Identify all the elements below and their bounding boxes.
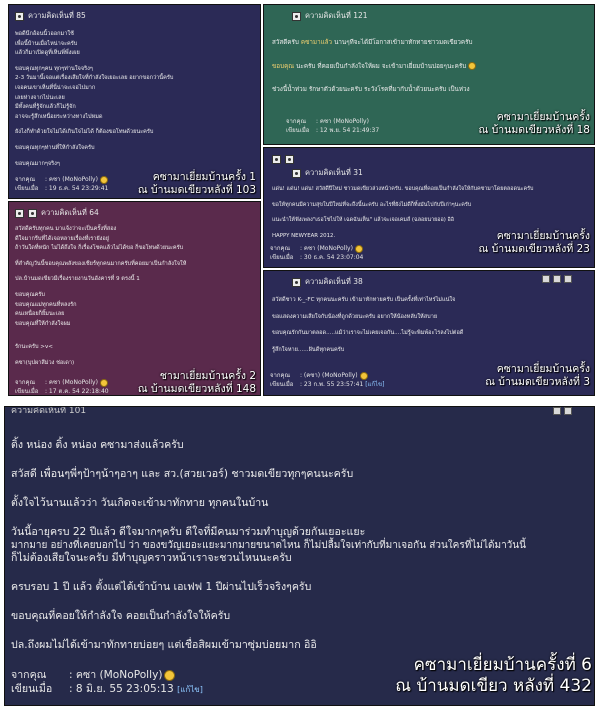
comment-author: จากคุณ : คซา (MoNoPolly)	[11, 668, 203, 682]
watermark-caption: คซามาเยี่ยมบ้านครั้ง ณ บ้านมดเขียวหลังที่ 18	[478, 111, 590, 136]
comment-line: ขอบคุณมากๆจริงๆ	[15, 160, 60, 167]
comment-line: แนะนำให้ฟังเพลง"เธอโชไปให้ เฉดฉันเห็น" แล้วจะเจอเคมส์ (ฉลอยนายออ) อิอิ	[272, 217, 455, 224]
edit-link[interactable]: [แก้ไข]	[177, 685, 203, 694]
comment-line: มากมาย อย่างที่เคยบอกไป ว่า ของขวัญเยอะแยะมากมายขนาดไหน ก็ไม่ปลื้มใจเท่ากับที่มาเจอกัน ส่วนใครที่ไม่ได้มาวันนี้	[11, 540, 526, 551]
comment-line: ขอบคุณรักกันมาตลอด.....แม้ว่าเราจะไม่เคยเจอกัน....ไม่รู้จะพิมพ์อะไรลงไปต่อดี	[272, 330, 464, 337]
comment-line: ติ้ง หน่อง ติ้ง หน่อง คซามาส่งแล้วครับ	[11, 439, 184, 451]
comment-line: เจอคนเขาเห็นที่นี่น่าจะเจอไปมาก	[15, 84, 96, 91]
heart-icon[interactable]	[553, 407, 561, 415]
chat-bubble-icon	[272, 155, 281, 164]
comment-line: คนเหนื่อยก็ยิ้มนะเลย	[15, 311, 65, 318]
comment-line: อาจจะรู้สึกเหนื่อยระหว่างทางไปหมด	[15, 113, 103, 120]
comment-panel-31	[263, 147, 595, 268]
comment-line: ดีใจมากรีบที่ได้เจอหลายเรื่องที่เรายังอยู่	[15, 235, 110, 242]
comment-author: จากคุณ : คซา (MoNoPolly)	[286, 118, 369, 125]
comment-date: เขียนเมื่อ : 17 ต.ค. 54 22:18:40	[15, 388, 109, 395]
comment-toolbar	[542, 275, 572, 283]
smiley-icon	[100, 176, 108, 184]
comment-line: 2-3 วันมานี้เจอแต่เรื่องเสียใจที่กำลังใจเยอะเลย อยากขอกว่านี้ครับ	[15, 75, 174, 82]
comment-panel-38	[263, 270, 595, 396]
comment-date: เขียนเมื่อ : 8 มิ.ย. 55 23:05:13 [แก้ไข]	[11, 683, 203, 695]
comment-line: ปล.ถึงผมไม่ได้เข้ามาทักทายบ่อยๆ แต่เชื่อสิผมเข้ามาซุ่มบ่อยมาก อิอิ	[11, 639, 317, 651]
edit-icon[interactable]	[28, 209, 37, 218]
watermark-caption: คซามาเยี่ยมบ้านครั้ง ณ บ้านมดเขียวหลังที่ 3	[485, 363, 590, 388]
comment-number: ความคิดเห็นที่ 85	[28, 11, 86, 20]
comment-number: ความคิดเห็นที่ 38	[305, 277, 363, 286]
comment-line: พอดีนึกอ้อนนิ้วออกมาใช้	[15, 31, 74, 37]
comment-line: สวัสดีครับทุกคน มาแจ้งว่าจะเป็นครั้งที่สอง	[15, 226, 117, 232]
comment-number: ความคิดเห็นที่ 31	[305, 168, 363, 177]
watermark-caption: ชามาเยี่ยมบ้านครั้ง 2 ณ บ้านมดเขียวหลังที่ 148	[137, 370, 256, 395]
edit-icon[interactable]	[564, 275, 572, 283]
comment-line: เลยห่างจากไปนะเลย	[15, 94, 65, 101]
comment-panel-64	[8, 201, 261, 396]
comment-date: เขียนเมื่อ : 23 ก.พ. 55 23:57:41 [แก้ไข]	[270, 381, 385, 388]
comment-line: ยังไงก็ทำด้วยใจไม่ได้เกินใจไม่ได้ ก็ต้องขอโทษด้วยนะครับ	[15, 129, 154, 136]
comment-line: ขอแสดงความเสียใจกับน้องที่ถูกด้วยนะครับ อยากให้น้องหลับให้สบาย	[272, 313, 438, 320]
comment-author: จากคุณ : คซา (MoNoPolly)	[15, 378, 109, 387]
comment-header	[15, 8, 254, 24]
smiley-icon	[468, 62, 476, 70]
watermark-caption: คซามาเยี่ยมบ้านครั้ง 1 ณ บ้านมดเขียวหลังที่ 103	[137, 171, 256, 196]
comment-line: ขอบคุณแม่ทุกคนที่หลงรัก	[15, 301, 77, 308]
comment-line: ขอบคุณทุกๆท่านที่ให้กำลังใจครับ	[15, 144, 95, 151]
comment-line: แด่น! แด่น! แด่น! สวัสดีปีใหม่ ชาวมดเขียวล่วงหน้าครับ. ขอบคุณที่คอยเป็นกำลังใจให้กับคซามาโดยตลอดนะครับ	[272, 186, 534, 192]
comment-line: เพื่อนี้บ้านเมื่อไหน่าจะครับ	[15, 40, 78, 47]
comment-line: รักนะครับ >v<	[15, 344, 53, 351]
comment-line: HAPPY NEWYEAR 2012.	[272, 232, 336, 239]
chat-bubble-icon	[292, 12, 301, 21]
comment-header	[272, 151, 586, 167]
comment-line: ขอบคุณที่คอยให้กำลังใจ คอยเป็นกำลังใจให้ครับ	[11, 610, 231, 622]
comment-line: รู้สึกใจหาย......ฝันดีทุกคนครับ	[272, 346, 345, 353]
comment-line: ปล.บ้านมดเขียวมีเรื่องรายงานวันอังคารที่ 9 ตรงนี้ 1	[15, 276, 140, 283]
comment-panel-121	[263, 4, 595, 145]
delete-icon[interactable]	[553, 275, 561, 283]
comment-number: ความคิดเห็นที่ 121	[305, 11, 368, 20]
comment-line: ขอบคุณ นะครับ ที่คอยเป็นกำลังใจให้ผม จะเข้ามาเยี่ยมบ้านบ่อยๆนะครับ	[272, 62, 586, 72]
comment-number-row	[272, 167, 586, 179]
comment-panel-85	[8, 4, 261, 199]
watermark-caption: คซามาเยี่ยมบ้านครั้งที่ 6 ณ บ้านมดเขียว หลังที่ 432	[395, 655, 592, 696]
edit-link[interactable]: [แก้ไข]	[365, 381, 385, 388]
comment-toolbar	[553, 407, 572, 415]
edit-icon[interactable]	[285, 155, 294, 164]
comment-line: ครบรอบ 1 ปี แล้ว ตั้งแต่ได้เข้าบ้าน เอเฟฟ 1 ปีผ่านไปเร็วจริงๆครับ	[11, 581, 312, 593]
watermark-caption: คซามาเยี่ยมบ้านครั้ง ณ บ้านมดเขียวหลังที่ 23	[478, 230, 590, 255]
comment-line: ถ้าวันใดที่หนัก ไม่ได้ถึงใจ ก็เรื่องโชคแล้วไม่ได้ขอ ก็ขอโทษด้วยนะครับ	[15, 245, 184, 252]
comment-date: เขียนเมื่อ : 19 ธ.ค. 54 23:29:41	[15, 185, 109, 192]
comment-panel-101	[4, 406, 595, 706]
comment-header	[272, 274, 586, 290]
comment-author: จากคุณ : คซา (MoNoPolly)	[15, 175, 108, 184]
comment-line: สวัสดีชาว K-_-FC ทุกคนนะครับ เข้ามาทักทายครับ เป็นครั้งที่เท่าไหร่ไม่แน่ใจ	[272, 297, 456, 303]
comment-date: เขียนเมื่อ : 30 ธ.ค. 54 23:07:04	[270, 254, 364, 261]
smiley-icon	[164, 670, 175, 681]
chat-bubble-icon	[15, 209, 24, 218]
comment-line: ตั้งใจไว้นานแล้วว่า วันเกิดจะเข้ามาทักทาย ทุกคนในบ้าน	[11, 497, 269, 509]
comment-line: คซา(บุปผาสีม่วง ช่อเดา)	[15, 359, 75, 366]
comment-line: มีทั้งคนที่รู้จักแล้วก็ไม่รู้จัก	[15, 104, 76, 111]
smiley-icon	[360, 372, 368, 380]
comment-line: ก็ไม่ต้องเสียใจนะครับ มีทำบุญคราวหน้าเราจะชวนไหนนะครับ	[11, 552, 292, 564]
comment-line: วันนี้อายุครบ 22 ปีแล้ว ดีใจมากๆครับ ดีใจที่มีคนมาร่วมทำบุญด้วยกันเยอะแยะ	[11, 526, 366, 538]
comment-line: ช่วงนี้น้ำท่วม รักษาตัวด้วยนะครับ ระวังโรคที่มากับน้ำด้วยนะครับ เป็นห่วง	[272, 86, 470, 94]
comment-line: ขอให้ทุกคนมีความสุขในปีใหม่ที่จะถึงนี้นะครับ อะไรที่ยังไม่ดีก็ทิ้งมันไปกับปีเก่าๆนะครับ	[272, 201, 472, 208]
heart-icon[interactable]	[542, 275, 550, 283]
comment-number: ความคิดเห็นที่ 101	[11, 407, 87, 416]
comment-line: ขอบคุณทุกๆคน ทุกๆท่านใจจริงๆ	[15, 65, 93, 72]
comment-header	[272, 8, 586, 24]
comment-line: แล้วก็มาเปิดดูที่เห็นพี่พึ่งเผย	[15, 50, 80, 57]
comment-line: สวัสดี เพื่อนๆพี่ๆป้าๆน้าๆอาๆ และ สว.(สวยเวอร์) ชาวมดเขียวทุกๆคนนะครับ	[11, 468, 354, 480]
comment-line: ที่สำคัญวันนี้ขอบคุณพลังของเชียร์ทุกคนมากครับที่คอยมาเป็นกำลังใจให้	[15, 260, 187, 267]
chat-bubble-icon	[292, 169, 301, 178]
comment-number: ความคิดเห็นที่ 64	[41, 208, 99, 217]
comment-date: เขียนเมื่อ : 12 พ.ย. 54 21:49:37	[286, 127, 380, 134]
chat-bubble-icon	[15, 12, 24, 21]
comment-header	[15, 205, 254, 221]
edit-icon[interactable]	[564, 407, 572, 415]
smiley-icon	[355, 245, 363, 253]
smiley-icon	[100, 379, 108, 387]
comment-line: ขอบคุณครับ	[15, 291, 45, 298]
chat-bubble-icon	[292, 278, 301, 287]
comment-line: สวัสดีครับ คซามาแล้ว นานๆทีจะได้มีโอกาสเข้ามาทักทายชาวมดเขียวครับ	[272, 39, 473, 46]
comment-header	[11, 407, 588, 417]
comment-author: จากคุณ : (คซา) (MoNoPolly)	[270, 371, 385, 380]
comment-line: ขอบคุณที่ให้กำลังใจผม	[15, 320, 71, 327]
comment-author: จากคุณ : คซา (MoNoPolly)	[270, 244, 363, 253]
